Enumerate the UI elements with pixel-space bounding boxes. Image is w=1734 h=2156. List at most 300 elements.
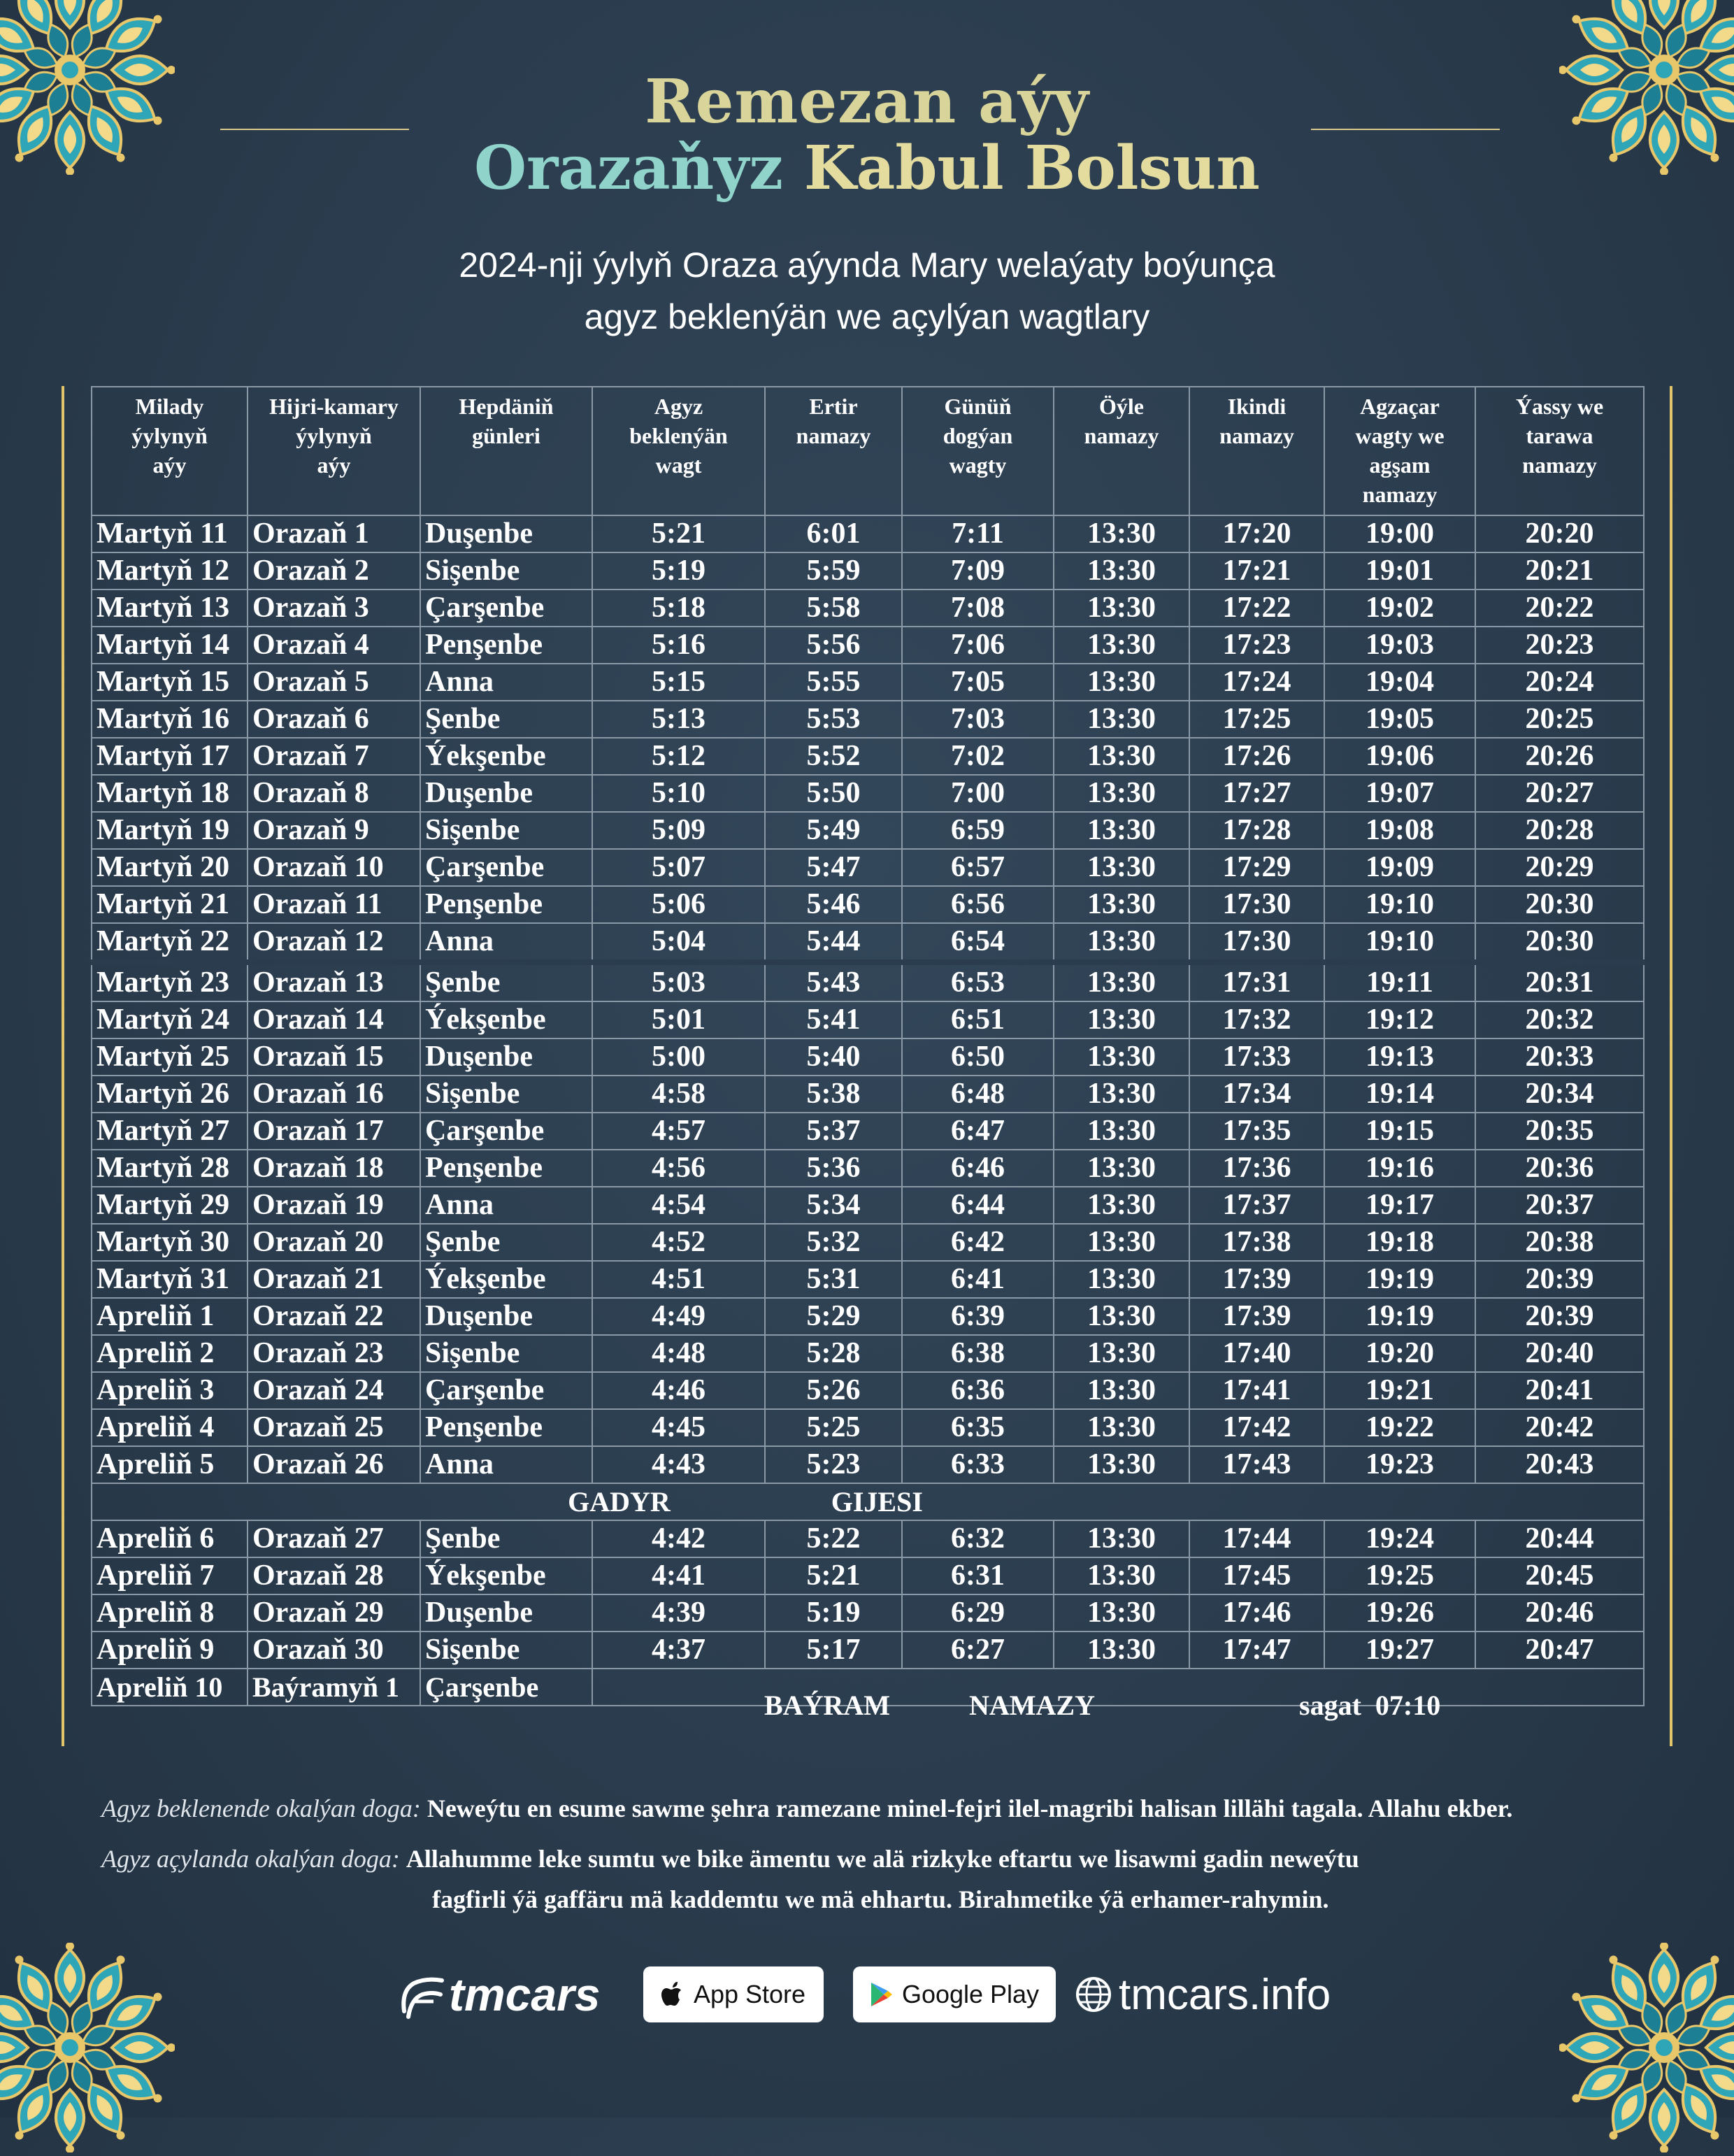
- table-cell: 20:31: [1475, 962, 1644, 1001]
- table-cell: 5:06: [592, 886, 765, 923]
- brand-name: tmcars: [449, 1969, 601, 2020]
- table-cell: 17:21: [1189, 552, 1324, 590]
- namazy-word: NAMAZY: [969, 1689, 1095, 1721]
- table-cell: Martyň 26: [92, 1076, 248, 1113]
- table-cell: Sişenbe: [420, 1335, 592, 1372]
- table-cell: 20:36: [1475, 1150, 1644, 1187]
- column-header: [1475, 387, 1644, 515]
- table-cell: Çarşenbe: [420, 1113, 592, 1150]
- table-cell: Martyň 12: [92, 552, 248, 590]
- table-cell: 17:44: [1189, 1520, 1324, 1557]
- table-cell: 20:32: [1475, 1001, 1644, 1038]
- table-cell: 5:10: [592, 775, 765, 812]
- table-cell: 20:35: [1475, 1113, 1644, 1150]
- table-cell: 19:11: [1324, 962, 1475, 1001]
- table-body: [92, 515, 1644, 1721]
- column-header-line: ýylynyň: [296, 423, 372, 448]
- table-cell: Penşenbe: [420, 1409, 592, 1446]
- table-cell: 6:29: [902, 1594, 1054, 1632]
- table-cell: 4:43: [592, 1446, 765, 1483]
- table-cell: 19:07: [1324, 775, 1475, 812]
- table-row: [92, 1632, 1644, 1669]
- table-row: [92, 1076, 1644, 1113]
- table-cell: Apreliň 7: [92, 1557, 248, 1594]
- page-title: Remezan aýy: [645, 66, 1089, 137]
- column-header-line: aýy: [152, 452, 187, 478]
- table-cell: Orazaň 21: [248, 1261, 420, 1298]
- table-cell: 5:55: [765, 664, 902, 701]
- table-cell: 4:56: [592, 1150, 765, 1187]
- table-row: [92, 1594, 1644, 1632]
- table-cell: 6:39: [902, 1298, 1054, 1335]
- table-cell: 20:38: [1475, 1224, 1644, 1261]
- table-cell: 19:19: [1324, 1298, 1475, 1335]
- table-cell: Apreliň 9: [92, 1632, 248, 1669]
- table-cell: 4:52: [592, 1224, 765, 1261]
- table-cell: 5:26: [765, 1372, 902, 1409]
- table-cell: Orazaň 26: [248, 1446, 420, 1483]
- table-cell: 20:44: [1475, 1520, 1644, 1557]
- table-cell: Martyň 14: [92, 627, 248, 664]
- table-cell: 5:19: [592, 552, 765, 590]
- column-header-line: wagty we: [1355, 423, 1445, 448]
- table-cell: Martyň 11: [92, 515, 248, 552]
- table-cell: 4:39: [592, 1594, 765, 1632]
- table-cell: 6:27: [902, 1632, 1054, 1669]
- table-cell: 5:21: [592, 515, 765, 552]
- table-cell: 19:04: [1324, 664, 1475, 701]
- google-play-button[interactable]: [853, 1966, 1056, 2022]
- table-cell: 20:33: [1475, 1038, 1644, 1076]
- table-cell: 5:31: [765, 1261, 902, 1298]
- table-cell: Martyň 13: [92, 590, 248, 627]
- table-cell: 20:46: [1475, 1594, 1644, 1632]
- table-cell: Apreliň 3: [92, 1372, 248, 1409]
- table-cell: 5:43: [765, 962, 902, 1001]
- table-cell: 5:34: [765, 1187, 902, 1224]
- table-cell: 4:45: [592, 1409, 765, 1446]
- table-row: [92, 923, 1644, 962]
- side-rule-right: [1670, 386, 1672, 1746]
- table-cell: Orazaň 8: [248, 775, 420, 812]
- table-cell: 6:50: [902, 1038, 1054, 1076]
- table-cell: Anna: [420, 923, 592, 962]
- table-cell: 13:30: [1054, 1632, 1189, 1669]
- table-row: [92, 1520, 1644, 1557]
- column-header-line: Ikindi: [1227, 394, 1287, 419]
- table-cell: 13:30: [1054, 1224, 1189, 1261]
- column-header-line: aýy: [317, 452, 351, 478]
- title-divider-right: [1311, 129, 1500, 130]
- dua-suhoor-label: Agyz beklenende okalýan doga:: [101, 1794, 421, 1822]
- table-cell: Orazaň 27: [248, 1520, 420, 1557]
- gijesi-word: GIJESI: [831, 1486, 923, 1518]
- car-icon: [399, 1962, 446, 2027]
- table-cell: Çarşenbe: [420, 849, 592, 886]
- table-cell: 5:49: [765, 812, 902, 849]
- table-cell: Anna: [420, 1446, 592, 1483]
- table-cell: 5:16: [592, 627, 765, 664]
- table-row: [92, 1150, 1644, 1187]
- table-cell: 6:48: [902, 1076, 1054, 1113]
- table-cell: 19:06: [1324, 738, 1475, 775]
- column-header-line: Ýassy we: [1515, 394, 1604, 419]
- table-row: [92, 627, 1644, 664]
- table-cell: Martyň 30: [92, 1224, 248, 1261]
- table-cell: Orazaň 3: [248, 590, 420, 627]
- table-cell: 6:47: [902, 1113, 1054, 1150]
- column-header: [1189, 387, 1324, 515]
- table-cell: Apreliň 6: [92, 1520, 248, 1557]
- table-cell: Orazaň 22: [248, 1298, 420, 1335]
- table-cell: 20:24: [1475, 664, 1644, 701]
- table-cell: Şenbe: [420, 1224, 592, 1261]
- table-cell: 13:30: [1054, 627, 1189, 664]
- table-cell: 13:30: [1054, 923, 1189, 962]
- table-cell: 20:39: [1475, 1261, 1644, 1298]
- table-cell: 6:54: [902, 923, 1054, 962]
- title-accent-word: Orazaňyz: [474, 133, 783, 204]
- table-cell: 5:44: [765, 923, 902, 962]
- table-cell: 13:30: [1054, 1001, 1189, 1038]
- table-cell: 17:30: [1189, 886, 1324, 923]
- table-row: [92, 738, 1644, 775]
- table-row: [92, 1261, 1644, 1298]
- table-cell: 19:21: [1324, 1372, 1475, 1409]
- table-cell: 20:26: [1475, 738, 1644, 775]
- table-cell: 20:27: [1475, 775, 1644, 812]
- table-cell: 20:34: [1475, 1076, 1644, 1113]
- table-cell: 19:19: [1324, 1261, 1475, 1298]
- table-cell: Martyň 15: [92, 664, 248, 701]
- table-row: [92, 1224, 1644, 1261]
- subtitle-line1: 2024-nji ýylyň Oraza aýynda Mary welaýaty boýunça: [459, 245, 1275, 285]
- table-cell: 13:30: [1054, 515, 1189, 552]
- table-cell: 17:37: [1189, 1187, 1324, 1224]
- table-cell: 5:04: [592, 923, 765, 962]
- side-rule-left: [62, 386, 64, 1746]
- table-cell: 4:54: [592, 1187, 765, 1224]
- table-row: [92, 1446, 1644, 1483]
- table-cell: 5:41: [765, 1001, 902, 1038]
- table-cell: Apreliň 5: [92, 1446, 248, 1483]
- table-row: [92, 1298, 1644, 1335]
- table-cell: Şenbe: [420, 962, 592, 1001]
- table-cell: 13:30: [1054, 962, 1189, 1001]
- table-cell: Orazaň 25: [248, 1409, 420, 1446]
- table-cell: 7:05: [902, 664, 1054, 701]
- table-cell: Duşenbe: [420, 1298, 592, 1335]
- table-cell: 20:42: [1475, 1409, 1644, 1446]
- table-cell: 17:38: [1189, 1224, 1324, 1261]
- table-cell: 19:08: [1324, 812, 1475, 849]
- apple-icon: [661, 1980, 685, 2008]
- table-cell: 20:37: [1475, 1187, 1644, 1224]
- table-cell: Çarşenbe: [420, 1669, 592, 1706]
- table-cell: Martyň 27: [92, 1113, 248, 1150]
- table-cell: 5:50: [765, 775, 902, 812]
- table-cell: 13:30: [1054, 664, 1189, 701]
- table-cell: 13:30: [1054, 738, 1189, 775]
- subtitle-line2: agyz beklenýän we açylýan wagtlary: [584, 297, 1150, 336]
- table-cell: 13:30: [1054, 812, 1189, 849]
- table-cell: 20:22: [1475, 590, 1644, 627]
- page-title-line2: [0, 133, 1734, 204]
- table-cell: Orazaň 30: [248, 1632, 420, 1669]
- table-cell: 17:34: [1189, 1076, 1324, 1113]
- table-cell: 19:14: [1324, 1076, 1475, 1113]
- table-row: [92, 552, 1644, 590]
- table-cell: 6:56: [902, 886, 1054, 923]
- column-header-line: ýylynyň: [131, 423, 208, 448]
- table-cell: 7:09: [902, 552, 1054, 590]
- table-cell: 4:49: [592, 1298, 765, 1335]
- table-cell: Orazaň 17: [248, 1113, 420, 1150]
- column-header-line: namazy: [1084, 423, 1159, 448]
- table-cell: Orazaň 11: [248, 886, 420, 923]
- table-row: [92, 775, 1644, 812]
- table-cell: 19:05: [1324, 701, 1475, 738]
- column-header: [1324, 387, 1475, 515]
- table-cell: 5:40: [765, 1038, 902, 1076]
- table-cell: Sişenbe: [420, 1632, 592, 1669]
- table-cell: Orazaň 2: [248, 552, 420, 590]
- table-cell: 17:25: [1189, 701, 1324, 738]
- table-cell: Ýekşenbe: [420, 1001, 592, 1038]
- table-cell: 6:59: [902, 812, 1054, 849]
- column-header-line: Agyz: [654, 394, 703, 419]
- table-cell: 5:37: [765, 1113, 902, 1150]
- table-cell: Martyň 20: [92, 849, 248, 886]
- website-url: tmcars.info: [1119, 1970, 1331, 2019]
- table-cell: 5:07: [592, 849, 765, 886]
- table-cell: 17:35: [1189, 1113, 1324, 1150]
- table-cell: Martyň 31: [92, 1261, 248, 1298]
- table-cell: 5:38: [765, 1076, 902, 1113]
- table-cell: 17:41: [1189, 1372, 1324, 1409]
- app-store-button[interactable]: [643, 1966, 824, 2022]
- table-cell: 20:21: [1475, 552, 1644, 590]
- table-cell: Orazaň 13: [248, 962, 420, 1001]
- table-cell: 19:16: [1324, 1150, 1475, 1187]
- table-cell: 5:15: [592, 664, 765, 701]
- column-header: [1054, 387, 1189, 515]
- table-cell: Orazaň 29: [248, 1594, 420, 1632]
- table-cell: 20:39: [1475, 1298, 1644, 1335]
- table-cell: 5:29: [765, 1298, 902, 1335]
- bayram-word: BAÝRAM: [764, 1689, 890, 1721]
- table-cell: Baýramyň 1: [248, 1669, 420, 1706]
- column-header-line: beklenýän: [629, 423, 728, 448]
- table-cell: 13:30: [1054, 1409, 1189, 1446]
- table-cell: Martyň 19: [92, 812, 248, 849]
- table-cell: 7:02: [902, 738, 1054, 775]
- table-cell: Apreliň 1: [92, 1298, 248, 1335]
- table-cell: 5:58: [765, 590, 902, 627]
- table-cell: Duşenbe: [420, 515, 592, 552]
- website-link[interactable]: [1075, 1962, 1331, 2027]
- table-cell: 20:41: [1475, 1372, 1644, 1409]
- table-cell: Penşenbe: [420, 627, 592, 664]
- column-header-line: Ertir: [809, 394, 858, 419]
- table-cell: 4:48: [592, 1335, 765, 1372]
- table-cell: 13:30: [1054, 1520, 1189, 1557]
- table-cell: 19:15: [1324, 1113, 1475, 1150]
- table-cell: 5:21: [765, 1557, 902, 1594]
- table-cell: Orazaň 14: [248, 1001, 420, 1038]
- table-cell: 5:01: [592, 1001, 765, 1038]
- bayram-namazy-cell: [592, 1669, 1644, 1721]
- app-store-label: App Store: [693, 1980, 806, 2008]
- dua-iftar: [101, 1841, 1682, 1877]
- table-cell: 17:45: [1189, 1557, 1324, 1594]
- table-cell: 4:58: [592, 1076, 765, 1113]
- table-cell: 19:17: [1324, 1187, 1475, 1224]
- table-cell: 20:28: [1475, 812, 1644, 849]
- table-cell: Anna: [420, 1187, 592, 1224]
- table-cell: 17:33: [1189, 1038, 1324, 1076]
- table-cell: 13:30: [1054, 1150, 1189, 1187]
- table-cell: 13:30: [1054, 886, 1189, 923]
- table-cell: 7:03: [902, 701, 1054, 738]
- table-cell: 20:20: [1475, 515, 1644, 552]
- table-cell: Orazaň 16: [248, 1076, 420, 1113]
- table-cell: 5:18: [592, 590, 765, 627]
- table-cell: Orazaň 23: [248, 1335, 420, 1372]
- table-cell: 5:23: [765, 1446, 902, 1483]
- table-cell: 6:35: [902, 1409, 1054, 1446]
- table-cell: Duşenbe: [420, 775, 592, 812]
- table-cell: Ýekşenbe: [420, 1557, 592, 1594]
- table-cell: Martyň 16: [92, 701, 248, 738]
- gadyr-word: GADYR: [568, 1486, 671, 1518]
- table-cell: 20:40: [1475, 1335, 1644, 1372]
- column-header: [92, 387, 248, 515]
- table-cell: Çarşenbe: [420, 590, 592, 627]
- table-cell: 19:13: [1324, 1038, 1475, 1076]
- table-cell: 13:30: [1054, 849, 1189, 886]
- table-cell: Orazaň 19: [248, 1187, 420, 1224]
- gadyr-gijesi-cell: [92, 1483, 1644, 1520]
- table-cell: 17:42: [1189, 1409, 1324, 1446]
- table-cell: 20:43: [1475, 1446, 1644, 1483]
- table-row: [92, 590, 1644, 627]
- table-cell: 4:57: [592, 1113, 765, 1150]
- table-cell: 5:28: [765, 1335, 902, 1372]
- table-cell: 5:25: [765, 1409, 902, 1446]
- column-header-line: Milady: [135, 394, 204, 419]
- table-cell: 19:10: [1324, 923, 1475, 962]
- table-cell: 4:46: [592, 1372, 765, 1409]
- table-cell: Duşenbe: [420, 1594, 592, 1632]
- table-cell: Apreliň 4: [92, 1409, 248, 1446]
- table-cell: 17:27: [1189, 775, 1324, 812]
- table-cell: 17:29: [1189, 849, 1324, 886]
- column-header-line: namazy: [1362, 482, 1438, 507]
- table-cell: 19:00: [1324, 515, 1475, 552]
- column-header-line: Agzaçar: [1360, 394, 1440, 419]
- table-cell: 19:10: [1324, 886, 1475, 923]
- dua-iftar-label: Agyz açylanda okalýan doga:: [101, 1845, 400, 1873]
- table-cell: 13:30: [1054, 1261, 1189, 1298]
- table-cell: 4:51: [592, 1261, 765, 1298]
- table-cell: 17:22: [1189, 590, 1324, 627]
- table-cell: 6:33: [902, 1446, 1054, 1483]
- table-cell: 5:52: [765, 738, 902, 775]
- table-cell: 6:53: [902, 962, 1054, 1001]
- table-cell: Şenbe: [420, 1520, 592, 1557]
- table-cell: Martyň 23: [92, 962, 248, 1001]
- table-cell: Orazaň 7: [248, 738, 420, 775]
- table-cell: 20:45: [1475, 1557, 1644, 1594]
- column-header-line: Hepdäniň: [459, 394, 554, 419]
- table-cell: 5:12: [592, 738, 765, 775]
- table-cell: Sişenbe: [420, 552, 592, 590]
- table-cell: 20:29: [1475, 849, 1644, 886]
- table-cell: Martyň 21: [92, 886, 248, 923]
- brand-logo[interactable]: [399, 1962, 600, 2027]
- title-rest: Kabul Bolsun: [803, 133, 1260, 204]
- table-cell: 17:20: [1189, 515, 1324, 552]
- table-cell: 4:41: [592, 1557, 765, 1594]
- table-cell: 13:30: [1054, 1594, 1189, 1632]
- table-cell: 7:06: [902, 627, 1054, 664]
- table-cell: 5:03: [592, 962, 765, 1001]
- table-row: [92, 1372, 1644, 1409]
- table-cell: Martyň 28: [92, 1150, 248, 1187]
- table-cell: Şenbe: [420, 701, 592, 738]
- table-cell: Orazaň 12: [248, 923, 420, 962]
- column-header-line: namazy: [796, 423, 871, 448]
- table-cell: Ýekşenbe: [420, 1261, 592, 1298]
- table-cell: 17:26: [1189, 738, 1324, 775]
- column-header: [765, 387, 902, 515]
- table-cell: Orazaň 20: [248, 1224, 420, 1261]
- table-cell: 20:30: [1475, 886, 1644, 923]
- table-cell: 6:46: [902, 1150, 1054, 1187]
- table-cell: Penşenbe: [420, 1150, 592, 1187]
- table-cell: 17:46: [1189, 1594, 1324, 1632]
- table-cell: 7:00: [902, 775, 1054, 812]
- table-cell: Martyň 29: [92, 1187, 248, 1224]
- table-cell: Martyň 18: [92, 775, 248, 812]
- table-cell: 6:41: [902, 1261, 1054, 1298]
- table-row: [92, 1187, 1644, 1224]
- corner-ornament-bottom-left: [0, 1943, 175, 2153]
- table-cell: 6:44: [902, 1187, 1054, 1224]
- table-cell: 17:24: [1189, 664, 1324, 701]
- table-row: [92, 812, 1644, 849]
- table-cell: 19:23: [1324, 1446, 1475, 1483]
- column-header-line: wagty: [949, 452, 1007, 478]
- gadyr-gijesi-row: [92, 1483, 1644, 1520]
- table-cell: 6:42: [902, 1224, 1054, 1261]
- table-cell: 19:12: [1324, 1001, 1475, 1038]
- table-cell: 19:03: [1324, 627, 1475, 664]
- table-cell: 17:40: [1189, 1335, 1324, 1372]
- table-row: [92, 1113, 1644, 1150]
- table-cell: Sişenbe: [420, 812, 592, 849]
- table-cell: Anna: [420, 664, 592, 701]
- table-cell: 17:28: [1189, 812, 1324, 849]
- table-cell: 17:30: [1189, 923, 1324, 962]
- table-cell: 19:27: [1324, 1632, 1475, 1669]
- table-cell: 19:02: [1324, 590, 1475, 627]
- table-cell: 20:23: [1475, 627, 1644, 664]
- table-cell: 20:25: [1475, 701, 1644, 738]
- table-row: [92, 701, 1644, 738]
- table-cell: 13:30: [1054, 1446, 1189, 1483]
